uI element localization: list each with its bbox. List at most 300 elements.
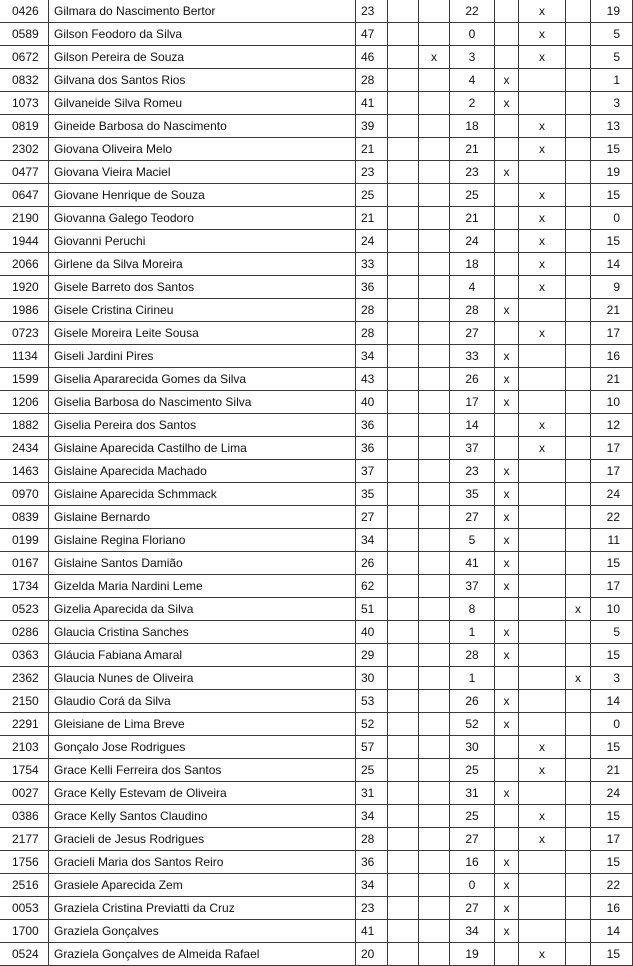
mark-cell-2 (419, 69, 450, 92)
mark-cell-3: x (495, 345, 519, 368)
table-row (0, 506, 633, 529)
score-cell: 31 (450, 782, 495, 805)
age-cell: 36 (356, 414, 388, 437)
code-cell: 0524 (0, 943, 49, 966)
mark-cell-2 (419, 575, 450, 598)
total-cell: 17 (591, 437, 633, 460)
mark-cell-3: x (495, 391, 519, 414)
mark-cell-4: x (519, 736, 566, 759)
mark-cell-5 (566, 759, 591, 782)
mark-cell-1 (388, 690, 419, 713)
mark-cell-3 (495, 207, 519, 230)
mark-cell-4: x (519, 805, 566, 828)
mark-cell-3: x (495, 161, 519, 184)
mark-cell-2 (419, 437, 450, 460)
table-row (0, 782, 633, 805)
code-cell: 1134 (0, 345, 49, 368)
age-cell: 41 (356, 92, 388, 115)
code-cell: 1463 (0, 460, 49, 483)
total-cell: 14 (591, 920, 633, 943)
name-cell: Graziela Gonçalves (49, 920, 356, 943)
mark-cell-4: x (519, 0, 566, 23)
mark-cell-2 (419, 460, 450, 483)
name-cell: Giovane Henrique de Souza (49, 184, 356, 207)
table-row (0, 184, 633, 207)
score-cell: 37 (450, 575, 495, 598)
mark-cell-3: x (495, 575, 519, 598)
total-cell: 15 (591, 644, 633, 667)
mark-cell-1 (388, 759, 419, 782)
name-cell: Giseli Jardini Pires (49, 345, 356, 368)
score-cell: 21 (450, 207, 495, 230)
total-cell: 10 (591, 598, 633, 621)
code-cell: 1754 (0, 759, 49, 782)
total-cell: 3 (591, 667, 633, 690)
mark-cell-5 (566, 897, 591, 920)
table-row (0, 253, 633, 276)
total-cell: 17 (591, 322, 633, 345)
age-cell: 29 (356, 644, 388, 667)
table-row (0, 690, 633, 713)
mark-cell-4 (519, 299, 566, 322)
score-cell: 1 (450, 621, 495, 644)
score-cell: 2 (450, 92, 495, 115)
score-cell: 23 (450, 161, 495, 184)
name-cell: Gizelda Maria Nardini Leme (49, 575, 356, 598)
code-cell: 0363 (0, 644, 49, 667)
mark-cell-2 (419, 759, 450, 782)
mark-cell-4 (519, 851, 566, 874)
age-cell: 24 (356, 230, 388, 253)
mark-cell-5 (566, 0, 591, 23)
age-cell: 31 (356, 782, 388, 805)
score-cell: 17 (450, 391, 495, 414)
mark-cell-1 (388, 621, 419, 644)
code-cell: 1986 (0, 299, 49, 322)
mark-cell-1 (388, 92, 419, 115)
code-cell: 0970 (0, 483, 49, 506)
table-row (0, 575, 633, 598)
mark-cell-3: x (495, 897, 519, 920)
mark-cell-1 (388, 828, 419, 851)
total-cell: 16 (591, 897, 633, 920)
name-cell: Gilvana dos Santos Rios (49, 69, 356, 92)
mark-cell-1 (388, 184, 419, 207)
age-cell: 37 (356, 460, 388, 483)
mark-cell-5 (566, 414, 591, 437)
name-cell: Gilvaneide Silva Romeu (49, 92, 356, 115)
name-cell: Gislaine Aparecida Machado (49, 460, 356, 483)
score-cell: 3 (450, 46, 495, 69)
mark-cell-4 (519, 874, 566, 897)
score-cell: 25 (450, 805, 495, 828)
mark-cell-1 (388, 805, 419, 828)
mark-cell-4: x (519, 437, 566, 460)
mark-cell-5 (566, 161, 591, 184)
mark-cell-5 (566, 115, 591, 138)
total-cell: 9 (591, 276, 633, 299)
table-row (0, 529, 633, 552)
name-cell: Gilson Pereira de Souza (49, 46, 356, 69)
table-row (0, 621, 633, 644)
table-row (0, 920, 633, 943)
table-row (0, 138, 633, 161)
score-cell: 23 (450, 460, 495, 483)
mark-cell-4 (519, 460, 566, 483)
mark-cell-2 (419, 506, 450, 529)
mark-cell-4: x (519, 115, 566, 138)
table-row (0, 69, 633, 92)
name-cell: Girlene da Silva Moreira (49, 253, 356, 276)
total-cell: 10 (591, 391, 633, 414)
age-cell: 30 (356, 667, 388, 690)
mark-cell-5 (566, 874, 591, 897)
mark-cell-4: x (519, 943, 566, 966)
score-cell: 25 (450, 184, 495, 207)
mark-cell-3 (495, 276, 519, 299)
score-cell: 14 (450, 414, 495, 437)
code-cell: 0672 (0, 46, 49, 69)
mark-cell-4 (519, 92, 566, 115)
age-cell: 21 (356, 207, 388, 230)
mark-cell-3 (495, 230, 519, 253)
mark-cell-2 (419, 667, 450, 690)
code-cell: 0167 (0, 552, 49, 575)
mark-cell-3 (495, 736, 519, 759)
mark-cell-4 (519, 897, 566, 920)
mark-cell-4 (519, 391, 566, 414)
mark-cell-4 (519, 920, 566, 943)
name-cell: Gislaine Santos Damião (49, 552, 356, 575)
mark-cell-2 (419, 552, 450, 575)
mark-cell-3 (495, 598, 519, 621)
mark-cell-4: x (519, 276, 566, 299)
mark-cell-2 (419, 529, 450, 552)
code-cell: 1700 (0, 920, 49, 943)
code-cell: 1073 (0, 92, 49, 115)
score-cell: 28 (450, 644, 495, 667)
mark-cell-2: x (419, 46, 450, 69)
mark-cell-3 (495, 943, 519, 966)
mark-cell-1 (388, 299, 419, 322)
mark-cell-3: x (495, 690, 519, 713)
mark-cell-3: x (495, 529, 519, 552)
table-row (0, 161, 633, 184)
mark-cell-1 (388, 437, 419, 460)
code-cell: 2190 (0, 207, 49, 230)
mark-cell-1 (388, 368, 419, 391)
code-cell: 0839 (0, 506, 49, 529)
code-cell: 0819 (0, 115, 49, 138)
table-row (0, 874, 633, 897)
mark-cell-5 (566, 529, 591, 552)
age-cell: 39 (356, 115, 388, 138)
code-cell: 1756 (0, 851, 49, 874)
mark-cell-5 (566, 805, 591, 828)
mark-cell-4 (519, 529, 566, 552)
table-row (0, 46, 633, 69)
code-cell: 2516 (0, 874, 49, 897)
mark-cell-2 (419, 184, 450, 207)
score-cell: 5 (450, 529, 495, 552)
name-cell: Glaudio Corá da Silva (49, 690, 356, 713)
mark-cell-3: x (495, 621, 519, 644)
total-cell: 22 (591, 506, 633, 529)
age-cell: 27 (356, 506, 388, 529)
total-cell: 21 (591, 368, 633, 391)
score-cell: 25 (450, 759, 495, 782)
mark-cell-5: x (566, 598, 591, 621)
mark-cell-5 (566, 253, 591, 276)
name-cell: Gislaine Aparecida Schmmack (49, 483, 356, 506)
mark-cell-4 (519, 713, 566, 736)
code-cell: 1882 (0, 414, 49, 437)
mark-cell-5 (566, 138, 591, 161)
mark-cell-3 (495, 23, 519, 46)
code-cell: 0199 (0, 529, 49, 552)
age-cell: 52 (356, 713, 388, 736)
age-cell: 46 (356, 46, 388, 69)
table-row (0, 276, 633, 299)
mark-cell-2 (419, 782, 450, 805)
mark-cell-4: x (519, 828, 566, 851)
name-cell: Gilmara do Nascimento Bertor (49, 0, 356, 23)
age-cell: 36 (356, 276, 388, 299)
mark-cell-1 (388, 506, 419, 529)
name-cell: Grace Kelli Ferreira dos Santos (49, 759, 356, 782)
total-cell: 15 (591, 736, 633, 759)
table-row (0, 828, 633, 851)
mark-cell-3: x (495, 69, 519, 92)
name-cell: Glaucia Cristina Sanches (49, 621, 356, 644)
age-cell: 23 (356, 897, 388, 920)
mark-cell-3: x (495, 299, 519, 322)
name-cell: Giselia Apararecida Gomes da Silva (49, 368, 356, 391)
mark-cell-4: x (519, 230, 566, 253)
total-cell: 15 (591, 230, 633, 253)
age-cell: 34 (356, 345, 388, 368)
mark-cell-5 (566, 552, 591, 575)
mark-cell-1 (388, 276, 419, 299)
mark-cell-4: x (519, 207, 566, 230)
age-cell: 40 (356, 621, 388, 644)
mark-cell-1 (388, 138, 419, 161)
code-cell: 2150 (0, 690, 49, 713)
score-cell: 41 (450, 552, 495, 575)
mark-cell-2 (419, 920, 450, 943)
name-cell: Giovana Vieira Maciel (49, 161, 356, 184)
table-row (0, 391, 633, 414)
age-cell: 62 (356, 575, 388, 598)
mark-cell-5 (566, 506, 591, 529)
mark-cell-5 (566, 437, 591, 460)
score-cell: 18 (450, 253, 495, 276)
mark-cell-2 (419, 322, 450, 345)
age-cell: 26 (356, 552, 388, 575)
mark-cell-5 (566, 69, 591, 92)
mark-cell-2 (419, 713, 450, 736)
age-cell: 28 (356, 69, 388, 92)
code-cell: 0647 (0, 184, 49, 207)
table-row (0, 483, 633, 506)
mark-cell-4 (519, 644, 566, 667)
mark-cell-4 (519, 667, 566, 690)
mark-cell-3 (495, 828, 519, 851)
score-cell: 24 (450, 230, 495, 253)
mark-cell-2 (419, 598, 450, 621)
mark-cell-1 (388, 46, 419, 69)
mark-cell-5 (566, 943, 591, 966)
score-cell: 26 (450, 368, 495, 391)
mark-cell-4 (519, 161, 566, 184)
mark-cell-1 (388, 391, 419, 414)
mark-cell-4: x (519, 138, 566, 161)
mark-cell-5 (566, 690, 591, 713)
mark-cell-4: x (519, 322, 566, 345)
mark-cell-3 (495, 322, 519, 345)
score-cell: 1 (450, 667, 495, 690)
name-cell: Gonçalo Jose Rodrigues (49, 736, 356, 759)
mark-cell-1 (388, 736, 419, 759)
total-cell: 19 (591, 0, 633, 23)
mark-cell-3: x (495, 644, 519, 667)
age-cell: 40 (356, 391, 388, 414)
mark-cell-1 (388, 0, 419, 23)
score-cell: 19 (450, 943, 495, 966)
score-cell: 52 (450, 713, 495, 736)
mark-cell-5 (566, 207, 591, 230)
mark-cell-3 (495, 667, 519, 690)
score-cell: 35 (450, 483, 495, 506)
table-row (0, 713, 633, 736)
name-cell: Gleisiane de Lima Breve (49, 713, 356, 736)
mark-cell-3 (495, 414, 519, 437)
age-cell: 28 (356, 828, 388, 851)
code-cell: 0286 (0, 621, 49, 644)
mark-cell-3: x (495, 851, 519, 874)
code-cell: 0027 (0, 782, 49, 805)
code-cell: 0053 (0, 897, 49, 920)
mark-cell-4 (519, 575, 566, 598)
score-cell: 28 (450, 299, 495, 322)
mark-cell-3: x (495, 506, 519, 529)
mark-cell-3: x (495, 460, 519, 483)
score-cell: 37 (450, 437, 495, 460)
mark-cell-5 (566, 736, 591, 759)
total-cell: 14 (591, 690, 633, 713)
mark-cell-3: x (495, 552, 519, 575)
mark-cell-5 (566, 92, 591, 115)
total-cell: 5 (591, 621, 633, 644)
mark-cell-5 (566, 322, 591, 345)
total-cell: 15 (591, 851, 633, 874)
total-cell: 15 (591, 943, 633, 966)
total-cell: 1 (591, 69, 633, 92)
code-cell: 2362 (0, 667, 49, 690)
mark-cell-2 (419, 874, 450, 897)
mark-cell-2 (419, 138, 450, 161)
mark-cell-1 (388, 115, 419, 138)
mark-cell-1 (388, 897, 419, 920)
mark-cell-1 (388, 414, 419, 437)
mark-cell-3: x (495, 483, 519, 506)
total-cell: 21 (591, 299, 633, 322)
name-cell: Gislaine Regina Floriano (49, 529, 356, 552)
mark-cell-2 (419, 391, 450, 414)
age-cell: 35 (356, 483, 388, 506)
total-cell: 19 (591, 161, 633, 184)
name-cell: Grace Kelly Santos Claudino (49, 805, 356, 828)
age-cell: 33 (356, 253, 388, 276)
mark-cell-2 (419, 345, 450, 368)
name-cell: Gislaine Aparecida Castilho de Lima (49, 437, 356, 460)
name-cell: Gizelia Aparecida da Silva (49, 598, 356, 621)
code-cell: 1599 (0, 368, 49, 391)
mark-cell-2 (419, 483, 450, 506)
mark-cell-1 (388, 598, 419, 621)
age-cell: 43 (356, 368, 388, 391)
mark-cell-1 (388, 575, 419, 598)
score-cell: 27 (450, 828, 495, 851)
mark-cell-3 (495, 0, 519, 23)
code-cell: 2291 (0, 713, 49, 736)
mark-cell-3: x (495, 92, 519, 115)
mark-cell-1 (388, 322, 419, 345)
mark-cell-3 (495, 46, 519, 69)
name-cell: Gracieli de Jesus Rodrigues (49, 828, 356, 851)
mark-cell-1 (388, 23, 419, 46)
table-row (0, 23, 633, 46)
name-cell: Giovanni Peruchi (49, 230, 356, 253)
mark-cell-2 (419, 23, 450, 46)
mark-cell-5 (566, 460, 591, 483)
age-cell: 34 (356, 805, 388, 828)
score-cell: 16 (450, 851, 495, 874)
mark-cell-5 (566, 713, 591, 736)
score-cell: 21 (450, 138, 495, 161)
mark-cell-5 (566, 299, 591, 322)
age-cell: 34 (356, 874, 388, 897)
mark-cell-5 (566, 828, 591, 851)
mark-cell-2 (419, 736, 450, 759)
table-row (0, 230, 633, 253)
name-cell: Grace Kelly Estevam de Oliveira (49, 782, 356, 805)
age-cell: 36 (356, 437, 388, 460)
mark-cell-2 (419, 368, 450, 391)
name-cell: Giselia Pereira dos Santos (49, 414, 356, 437)
mark-cell-2 (419, 230, 450, 253)
code-cell: 2103 (0, 736, 49, 759)
name-cell: Gisele Barreto dos Santos (49, 276, 356, 299)
total-cell: 24 (591, 782, 633, 805)
score-cell: 30 (450, 736, 495, 759)
table-row (0, 207, 633, 230)
age-cell: 51 (356, 598, 388, 621)
total-cell: 22 (591, 874, 633, 897)
total-cell: 15 (591, 552, 633, 575)
mark-cell-4 (519, 368, 566, 391)
table-row (0, 805, 633, 828)
total-cell: 11 (591, 529, 633, 552)
mark-cell-2 (419, 115, 450, 138)
mark-cell-5 (566, 46, 591, 69)
total-cell: 3 (591, 92, 633, 115)
mark-cell-5 (566, 230, 591, 253)
mark-cell-4 (519, 598, 566, 621)
name-cell: Gislaine Bernardo (49, 506, 356, 529)
mark-cell-5 (566, 391, 591, 414)
name-cell: Giselia Barbosa do Nascimento Silva (49, 391, 356, 414)
